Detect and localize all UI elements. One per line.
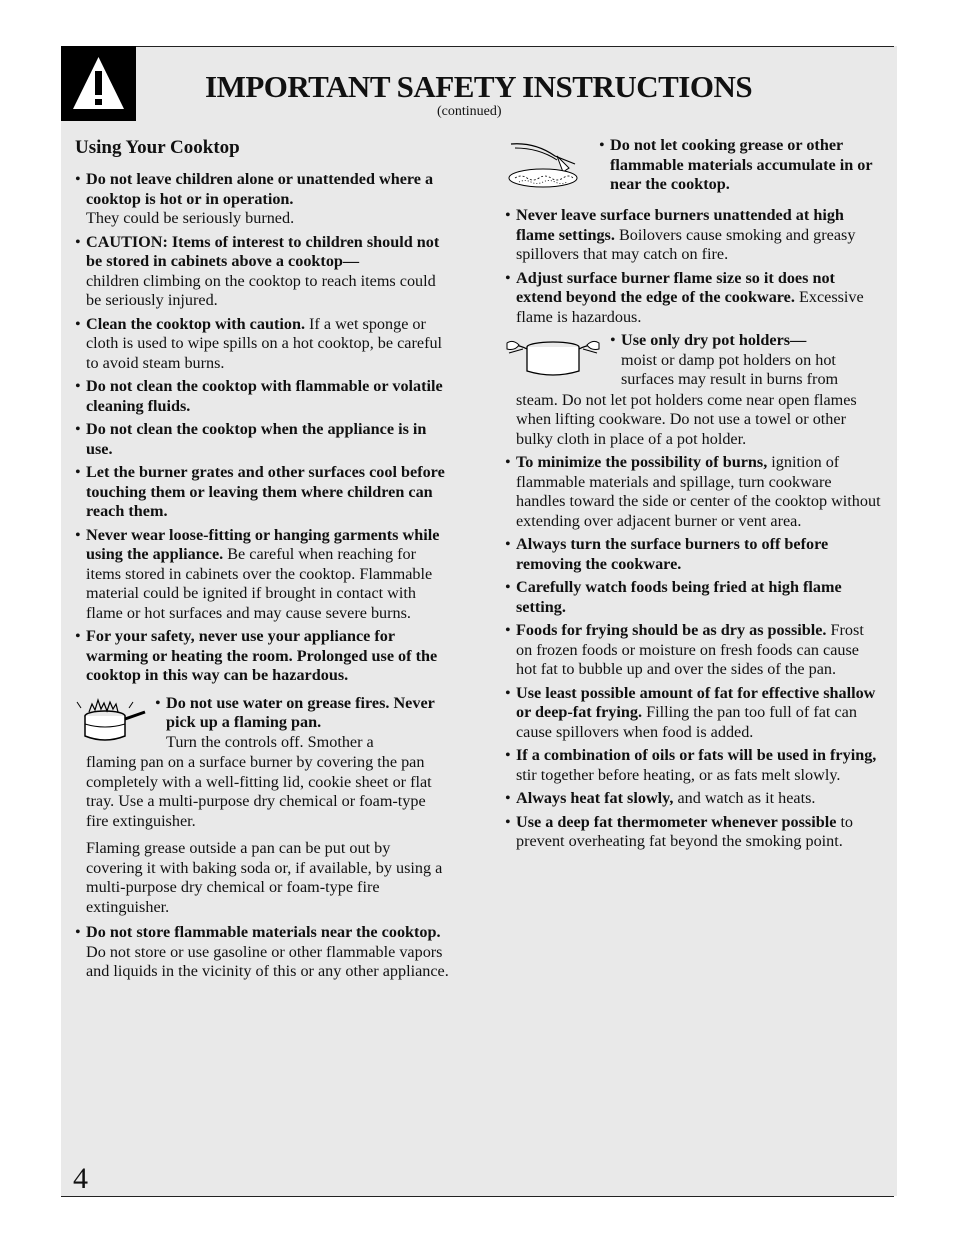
bullet-icon: • xyxy=(75,170,81,188)
right-items-b xyxy=(505,453,881,852)
bullet-icon: • xyxy=(505,268,511,287)
bullet-item: • Never leave surface burners unattended at high flame settings. Boilovers cause smoking and greasy spillovers that may catch on fire. xyxy=(505,206,856,263)
bullet-icon: • xyxy=(505,535,511,553)
bullet-item: • Foods for frying should be as dry as possible. Frost on frozen foods or moisture on fresh foods can cause hot fat to bubble up and over the sides of the pan. xyxy=(505,621,864,678)
continued-label: (continued) xyxy=(437,104,502,119)
bullet-icon: • xyxy=(505,621,511,639)
bottom-rule xyxy=(61,1196,894,1197)
grease-item-text: flaming pan on a surface burner by covering the pan completely with a well-fitting lid, cookie sheet or flat tray. Use a multi-purpose dry chemical or foam-type fire extinguisher. xyxy=(86,753,432,830)
left-items xyxy=(75,170,449,686)
section-title: Using Your Cooktop xyxy=(75,137,240,158)
bullet-icon: • xyxy=(75,377,81,395)
bullet-icon: • xyxy=(505,812,511,831)
bullet-item: • Always turn the surface burners to off before removing the cookware. xyxy=(505,535,829,573)
pot-item-text: steam. Do not let pot holders come near open flames when lifting cookware. Do not use a towel or other bulky cloth in place of a pot holder. xyxy=(516,390,857,448)
bullet-item: • For your safety, never use your appliance for warming or heating the room. Prolonged use of the cooktop in this way can be hazardous. xyxy=(75,627,438,684)
grease-note: Flaming grease outside a pan can be put out by covering it with baking soda or, if available, by using a multi-purpose dry chemical or foam-type fire extinguisher. xyxy=(86,839,443,916)
bullet-item: • Never wear loose-fitting or hanging garments while using the appliance. Be careful when reaching for items stored in cabinets over the cooktop. Flammable material could be ignited if brought in contact with flame or hot surfaces and may cause severe burns. xyxy=(75,525,440,622)
bullet-item: • If a combination of oils or fats will be used in frying, stir together before heating, or as fats melt slowly. xyxy=(505,746,877,784)
bullet-item: • CAUTION: Items of interest to children should not be stored in cabinets above a cooktop— children climbing on the cooktop to reach items could be seriously injured. xyxy=(75,232,440,309)
bullet-item: • Adjust surface burner flame size so it does not extend beyond the edge of the cookware. Excessive flame is hazardous. xyxy=(505,268,864,326)
bullet-icon: • xyxy=(505,453,511,471)
bullet-icon: • xyxy=(75,463,81,481)
grease-accumulate-item: • Do not let cooking grease or other flammable materials accumulate in or near the cooktop. xyxy=(505,136,881,198)
pot-item-text-a: moist or damp pot holders on hot surfaces may result in burns from xyxy=(621,350,839,388)
bullet-item: • Do not clean the cooktop when the appliance is in use. xyxy=(75,420,427,458)
page-number: 4 xyxy=(73,1162,88,1195)
grease-item-text-a: Turn the controls off. Smother a xyxy=(166,732,374,751)
bullet-icon: • xyxy=(75,525,81,544)
bullet-item: • Use least possible amount of fat for effective shallow or deep-fat frying. Filling the pan too full of fat can cause spillovers when food is added. xyxy=(505,683,876,741)
bullet-icon: • xyxy=(505,578,511,596)
bullet-icon: • xyxy=(75,232,81,251)
warning-icon xyxy=(61,46,136,121)
grease-fire-item: • Do not use water on grease fires. Never pick up a flaming pan. Turn the controls off. Smother a flaming pan on a surface burner by covering the pan completely with a well-fitting lid, cookie sheet or flat tray. Use a multi-purpose dry chemical or foam-type fire extinguisher. xyxy=(75,694,449,832)
last-left-item: • Do not store flammable materials near the cooktop. Do not store or use gasoline or other flammable vapors and liquids in the vicinity of this or any other appliance. xyxy=(75,923,449,980)
bullet-item: • Use a deep fat thermometer whenever possible to prevent overheating fat beyond the smoking point. xyxy=(505,812,854,850)
right-column xyxy=(505,136,881,856)
grease-item-bold: Do not use water on grease fires. Never pick up a flaming pan. xyxy=(166,693,435,731)
flaming-pan-icon xyxy=(75,694,147,752)
left-column xyxy=(75,136,449,986)
page-title: IMPORTANT SAFETY INSTRUCTIONS xyxy=(205,69,753,104)
bullet-icon: • xyxy=(505,746,511,764)
pot-holder-item: • Use only dry pot holders— moist or damp pot holders on hot surfaces may result in burns from steam. Do not let pot holders come near open flames when lifting cookware. Do not use a towel or other bulky cloth in place of a pot holder. xyxy=(505,331,881,449)
bullet-icon: • xyxy=(505,683,511,702)
bullet-item: • Do not clean the cooktop with flammable or volatile cleaning fluids. xyxy=(75,377,443,415)
bullet-item: • To minimize the possibility of burns, ignition of flammable materials and spillage, turn cookware handles toward the side or center of the cooktop without extending over adjacent burner or vent area. xyxy=(505,453,881,530)
bullet-item: • Clean the cooktop with caution. If a wet sponge or cloth is used to wipe spills on a hot cooktop, be careful to avoid steam burns. xyxy=(75,314,443,372)
bullet-icon: • xyxy=(75,314,81,333)
bullet-icon: • xyxy=(75,420,81,438)
bullet-item: • Carefully watch foods being fried at high flame setting. xyxy=(505,578,842,616)
bullet-item: • Do not leave children alone or unattended where a cooktop is hot or in operation. They could be seriously burned. xyxy=(75,170,434,227)
bullet-icon: • xyxy=(505,789,511,807)
bullet-item: • Always heat fat slowly, and watch as it heats. xyxy=(505,789,816,807)
grease-spill-icon xyxy=(505,138,587,198)
right-items-a xyxy=(505,206,881,327)
bullet-item: • Let the burner grates and other surfaces cool before touching them or leaving them where children can reach them. xyxy=(75,463,445,520)
bullet-icon: • xyxy=(75,627,81,645)
top-rule xyxy=(61,46,894,47)
pot-holder-icon xyxy=(505,333,601,389)
bullet-icon: • xyxy=(505,206,511,224)
